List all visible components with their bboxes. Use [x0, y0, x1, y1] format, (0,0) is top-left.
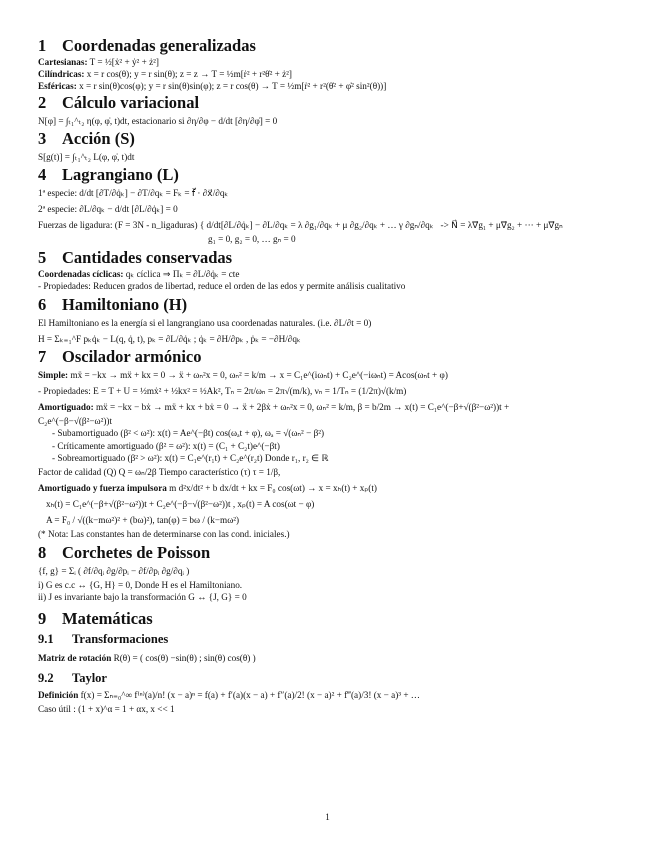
simple-oscillator: Simple: mẍ = −kx → mẍ + kx = 0 → ẍ + ωₙ²x = 0, ωₙ² = k/m → x = C₁e^(iωₙt) + C₂e^(−iωₙt) = Acos(ωₙt + φ): [38, 370, 448, 381]
section-3-heading: 3 Acción (S): [38, 128, 135, 148]
subsection-9-1-heading: 9.1 Transformaciones: [38, 631, 169, 646]
section-6-heading: 6 Hamiltoniano (H): [38, 295, 188, 315]
section-9-heading: 9 Matemáticas: [38, 608, 153, 628]
oscillator-properties: - Propiedades: E = T + U = ½mẋ² + ½kx² = ½Ak², Tₙ = 2π/ωₙ = 2π√(m/k), νₙ = 1/Tₙ = (1/2π)√(k/m): [38, 386, 407, 397]
section-title: Coordenadas generalizadas: [62, 36, 256, 55]
section-7-heading: 7 Oscilador armónico: [38, 347, 202, 367]
constraint-forces: Fuerzas de ligadura: (F = 3N - n_ligaduras) { d/dt[∂L/∂q̇ₖ] − ∂L/∂qₖ = λ ∂g₁/∂qₖ + μ ∂g₂/∂qₖ + … γ ∂gₙ/∂qₖ -> N⃗ = λ∇⃗g₁ + μ∇⃗g₂ + ··· + μ∇⃗gₙ: [38, 219, 563, 230]
quality-factor: Factor de calidad (Q) Q = ωₙ/2β Tiempo característico (τ) τ = 1/β,: [38, 467, 281, 478]
spherical-line: Esféricas: x = r sin(θ)cos(φ); y = r sin(θ)sin(φ); z = r cos(θ) → T = ½m[ṙ² + r²(θ̇² + φ̇² sin²(θ))]: [38, 81, 387, 92]
underdamped: - Subamortiguado (β² < ω²): x(t) = Ae^(−βt) cos(ωₐt + φ), ωₐ = √(ωₙ² − β²): [52, 428, 325, 439]
damped-oscillator: Amortiguado: mẍ = −kx − bẋ → mẍ + kx + bẋ = 0 → ẍ + 2βẋ + ωₙ²x = 0, ωₙ² = k/m, β = b/2m → x(t) = C₁e^(−β+√(β²−ω²))t +: [38, 402, 510, 413]
poisson-property-1: i) G es c.c ↔ {G, H} = 0, Donde H es el Hamiltoniano.: [38, 580, 243, 591]
section-5-heading: 5 Cantidades conservadas: [38, 247, 233, 267]
page-number: 1: [325, 812, 330, 822]
hamiltonian-equation: H = Σₖ₌₁^F pₖq̇ₖ − L(q, q̇, t), pₖ = ∂L/∂q̇ₖ ; q̇ₖ = ∂H/∂pₖ , ṗₖ = −∂H/∂qₖ: [38, 334, 301, 345]
lagrange-second-kind: 2ª especie: ∂L/∂qₖ − d/dt [∂L/∂q̇ₖ] = 0: [38, 203, 178, 214]
variational-equation: N[φ] = ∫ₜ₁^ₜ₂ η(φ, φ̇, t)dt, estacionario si ∂η/∂φ − d/dt [∂η/∂φ̇] = 0: [38, 115, 278, 126]
section-8-heading: 8 Corchetes de Poisson: [38, 543, 211, 563]
forced-oscillator: Amortiguado y fuerza impulsora m d²x/dt² + b dx/dt + kx = F₀ cos(ωt) → x = xₕ(t) + xₚ(t): [38, 483, 377, 494]
hamiltonian-energy-note: El Hamiltoniano es la energía si el langrangiano usa coordenadas naturales. (i.e. ∂L/∂t = 0): [38, 318, 372, 329]
constraint-equations: g₁ = 0, g₂ = 0, … gₙ = 0: [208, 233, 296, 244]
forced-solution: xₕ(t) = C₁e^(−β+√(β²−ω²))t + C₂e^(−β−√(β²−ω²))t , xₚ(t) = A cos(ωt − φ): [46, 499, 315, 510]
cartesian-line: Cartesianas: T = ½[ẋ² + ẏ² + ż²]: [38, 57, 159, 67]
overdamped: - Sobreamortiguado (β² > ω²): x(t) = C₁e^(r₁t) + C₂e^(r₂t) Donde r₁, r₂ ∈ ℝ: [52, 452, 329, 463]
initial-conditions-note: (* Nota: Las constantes han de determinarse con las cond. iniciales.): [38, 529, 290, 540]
damped-oscillator-cont: C₂e^(−β−√(β²−ω²))t: [38, 416, 113, 427]
section-1-heading: [38, 36, 623, 56]
document-body: [38, 36, 623, 715]
taylor-definition: Definición f(x) = Σₙ₌₀^∞ f⁽ⁿ⁾(a)/n! (x − a)ⁿ = f(a) + f′(a)(x − a) + f″(a)/2! (x − a)² + f‴(a)/3! (x − a)³ + …: [38, 689, 420, 700]
taylor-useful-case: Caso útil : (1 + x)^α = 1 + αx, x << 1: [38, 703, 175, 714]
section-number: 1: [38, 36, 47, 55]
poisson-property-2: ii) J es invariante bajo la transformación G ↔ {J, G} = 0: [38, 592, 247, 603]
section-4-heading: 4 Lagrangiano (L): [38, 164, 179, 184]
poisson-bracket-definition: {f, g} = Σᵢ ( ∂f/∂qᵢ ∂g/∂pᵢ − ∂f/∂pᵢ ∂g/∂qᵢ ): [38, 566, 190, 577]
section-2-heading: 2 Cálculo variacional: [38, 92, 200, 112]
forced-amplitude: A = F₀ / √((k−mω²)² + (bω)²), tan(φ) = bω / (k−mω²): [46, 515, 240, 526]
cyclic-coordinates: Coordenadas cíclicas: qₖ cíclica ⇒ Πₖ = ∂L/∂q̇ₖ = cte: [38, 268, 240, 279]
action-equation: S[g(t)] = ∫ₜ₁^ₜ₂ L(φ, φ̇, t)dt: [38, 151, 135, 162]
conserved-properties: - Propiedades: Reducen grados de libertad, reduce el orden de las edos y permite análisis cualitativo: [38, 281, 406, 292]
rotation-matrix: Matriz de rotación R(θ) = ( cos(θ) −sin(θ) ; sin(θ) cos(θ) ): [38, 652, 256, 663]
subsection-9-2-heading: 9.2 Taylor: [38, 670, 107, 685]
lagrange-first-kind: 1ª especie: d/dt [∂T/∂q̇ₖ] − ∂T/∂qₖ = Fₖ = f⃗ · ∂x⃗/∂qₖ: [38, 187, 229, 198]
cylindrical-line: Cilíndricas: x = r cos(θ); y = r sin(θ); z = z → T = ½m[ṙ² + r²θ̇² + ż²]: [38, 69, 292, 80]
critically-damped: - Críticamente amortiguado (β² = ω²): x(t) = (C₁ + C₂t)e^(−βt): [52, 440, 280, 451]
